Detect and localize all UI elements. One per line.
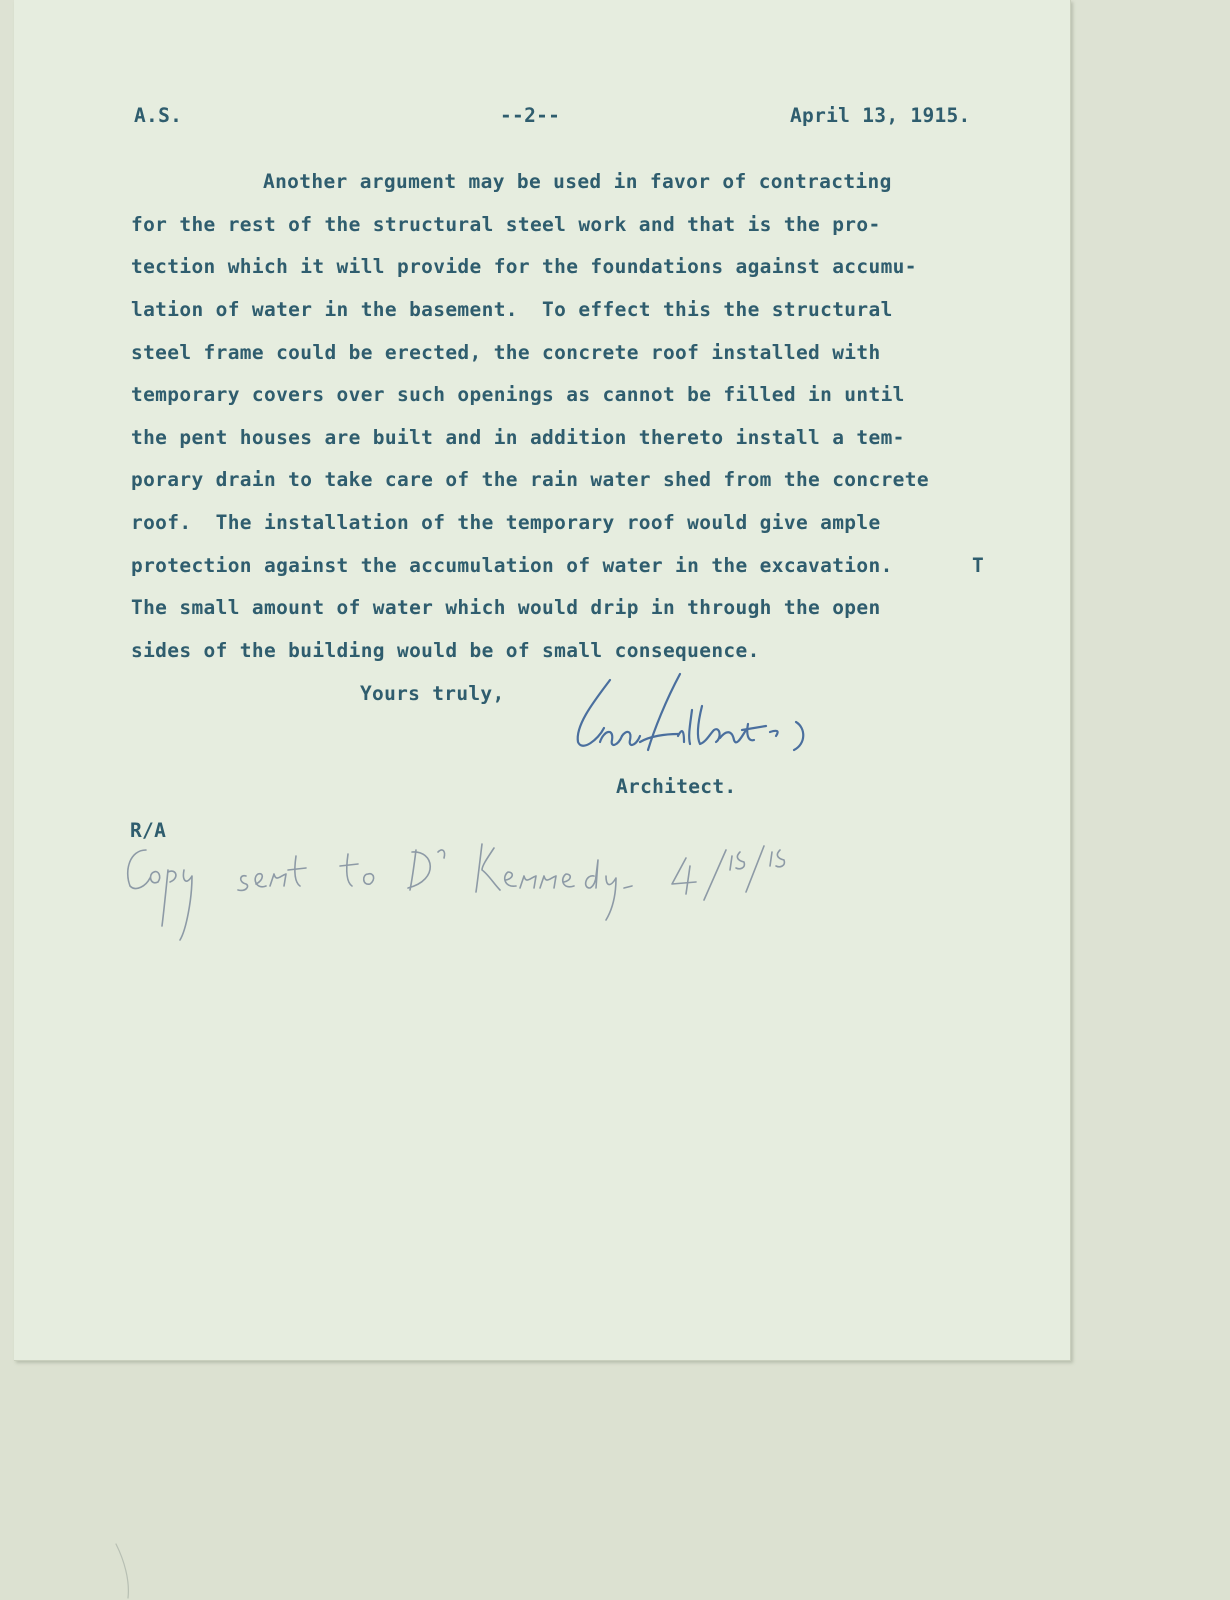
header-initials: A.S. [134, 104, 183, 127]
handwritten-copy-note [120, 830, 840, 950]
body-line: sides of the building would be of small consequence. [131, 639, 760, 662]
body-line: Another argument may be used in favor of contracting [263, 170, 892, 193]
letter-date: April 13, 1915. [790, 104, 971, 127]
stray-typed-mark: T [972, 554, 985, 577]
body-line: porary drain to take care of the rain water shed from the concrete [131, 468, 929, 491]
body-line: The small amount of water which would drip in through the open [131, 596, 881, 619]
margin-pencil-mark [110, 1540, 150, 1600]
body-line: for the rest of the structural steel work and that is the pro- [131, 213, 881, 236]
body-line: temporary covers over such openings as cannot be filled in until [131, 383, 905, 406]
signer-title: Architect. [616, 775, 737, 798]
background-surface [0, 1360, 1230, 1600]
body-line: steel frame could be erected, the concrete roof installed with [131, 341, 881, 364]
closing-salutation: Yours truly, [360, 682, 505, 705]
body-line: roof. The installation of the temporary roof would give ample [131, 511, 881, 534]
reference-initials: R/A [130, 819, 167, 842]
page-number: --2-- [500, 104, 561, 127]
signature [570, 670, 830, 780]
letter-page [14, 0, 1071, 1361]
body-line: protection against the accumulation of water in the excavation. [131, 554, 893, 577]
body-line: the pent houses are built and in addition thereto install a tem- [131, 426, 905, 449]
body-line: lation of water in the basement. To effect this the structural [131, 298, 893, 321]
body-line: tection which it will provide for the foundations against accumu- [131, 255, 917, 278]
